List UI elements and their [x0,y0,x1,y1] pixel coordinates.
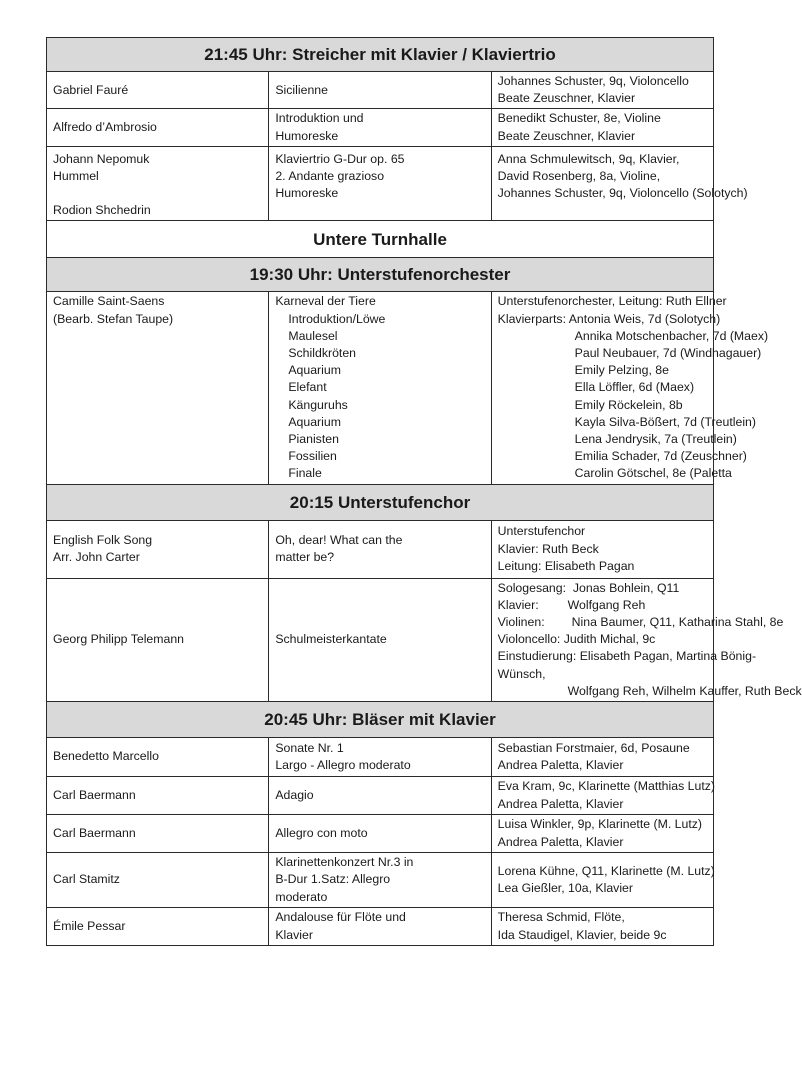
piano-line [498,597,707,614]
performer-line: Lea Gießler, 10a, Klavier [497,881,633,896]
performer-line: Anna Schmulewitsch, 9q, Klavier, [497,151,680,166]
table-row [47,777,714,815]
composer-line: English Folk Song [53,532,153,547]
composer-line: Johann Nepomuk [53,151,150,166]
composer-cell: Carl Baermann [47,815,269,853]
performers-cell [491,578,802,701]
piece-line: Oh, dear! What can the [275,532,403,547]
performers-cell [491,72,713,109]
composer-cell [47,292,269,484]
composer-cell: Georg Philipp Telemann [47,578,269,701]
performer-line: Andrea Paletta, Klavier [497,758,624,773]
table-row [47,853,714,908]
violin-value: Nina Baumer, Q11, Katharina Stahl, 8e [571,615,784,630]
solo-line [498,580,707,597]
table-row [47,815,714,853]
movement-line: Pianisten [288,432,339,447]
pianist-line: Ella Löffler, 6d (Maex) [574,380,695,395]
composer-cell [47,146,269,221]
piece-title: Karneval der Tiere [275,294,376,309]
rehearsal-line: Einstudierung: Elisabeth Pagan, Martina Bönig- [497,649,757,664]
performer-line: David Rosenberg, 8a, Violine, [497,169,661,184]
performer-line: Johannes Schuster, 9q, Violoncello (Solotych) [497,186,748,201]
movement-line: Elefant [288,380,327,395]
table-row [47,146,714,221]
piece-line: Humoreske [275,186,339,201]
composer-line: Hummel [53,169,99,184]
solo-value: Jonas Bohlein, Q11 [572,580,680,595]
section-header [47,258,714,292]
performer-line: Ida Staudigel, Klavier, beide 9c [497,927,667,942]
pianist-line: Carolin Götschel, 8e (Paletta [574,466,732,481]
piece-cell: Sicilienne [269,72,491,109]
table-row [47,738,714,777]
pianist-line: Paul Neubauer, 7d (Windhagauer) [574,346,762,361]
rehearsal-line: Wünsch, [497,666,546,681]
performer-line: Theresa Schmid, Flöte, [497,910,625,925]
section-title: 19:30 Uhr: Unterstufenorchester [47,258,714,292]
table-row [47,578,714,701]
table-row [47,908,714,946]
piece-cell [269,908,491,946]
venue-title: Untere Turnhalle [47,221,714,258]
piece-cell: Adagio [269,777,491,815]
composer-line: Arr. John Carter [53,550,140,565]
piece-cell [269,292,491,484]
performers-cell [491,109,713,146]
performers-cell [491,815,713,853]
piece-cell [269,146,491,221]
pianist-line: Lena Jendrysik, 7a (Treutlein) [574,432,737,447]
performer-line: Klavier: Ruth Beck [497,541,599,556]
composer-cell: Benedetto Marcello [47,738,269,777]
pianist-line: Emilia Schader, 7d (Zeuschner) [574,449,747,464]
pianist-line: Emily Röckelein, 8b [574,397,683,412]
performers-cell [491,146,748,221]
piece-cell: Allegro con moto [269,815,491,853]
piece-line: Klaviertrio G-Dur op. 65 [275,151,405,166]
movement-line: Introduktion/Löwe [288,311,386,326]
performer-line: Eva Kram, 9c, Klarinette (Matthias Lutz) [497,779,715,794]
program-table [46,37,802,946]
performer-line: Leitung: Elisabeth Pagan [497,558,635,573]
composer-line: Rodion Shchedrin [53,203,151,218]
cello-line: Violoncello: Judith Michal, 9c [497,632,656,647]
performer-line: Sebastian Forstmaier, 6d, Posaune [497,740,690,755]
table-row [47,520,714,578]
movement-line: Aquarium [288,363,341,378]
composer-cell: Gabriel Fauré [47,72,269,109]
orchestra-line: Unterstufenorchester, Leitung: Ruth Ellner [497,294,727,309]
pianist-line: Annika Motschenbacher, 7d (Maex) [574,328,769,343]
composer-cell [47,520,269,578]
table-row [47,72,714,109]
performers-cell [491,738,713,777]
composer-cell: Alfredo d’Ambrosio [47,109,269,146]
movement-line: Aquarium [288,414,341,429]
table-row [47,292,714,484]
composer-cell: Carl Baermann [47,777,269,815]
piece-line: Klavier [275,927,313,942]
piece-cell [269,853,491,908]
violin-line [497,614,784,631]
pianists-label: Klavierparts: Antonia Weis, 7d (Solotych) [497,311,721,326]
composer-line: Camille Saint-Saens [53,294,165,309]
piece-cell [269,738,491,777]
performers-cell [491,853,713,908]
table-row [47,109,714,146]
performer-line: Unterstufenchor [497,524,586,539]
piece-line: Klarinettenkonzert Nr.3 in [275,855,414,870]
violin-label: Violinen: [497,615,545,630]
section-header [47,38,714,72]
performers-cell [491,908,713,946]
performer-line: Andrea Paletta, Klavier [497,796,624,811]
piece-cell: Schulmeisterkantate [269,578,491,701]
venue-header [47,221,714,258]
performer-line: Lorena Kühne, Q11, Klarinette (M. Lutz) [497,863,715,878]
movement-line: Fossilien [288,449,337,464]
piece-line: Largo - Allegro moderato [275,758,411,773]
section-title: 21:45 Uhr: Streicher mit Klavier / Klaviertrio [47,38,714,72]
movement-line: Maulesel [288,328,338,343]
performers-cell [491,292,769,484]
performer-line: Benedikt Schuster, 8e, Violine [497,111,661,126]
piece-cell [269,520,491,578]
piano-label: Klavier: [497,597,539,612]
movement-line: Finale [288,466,322,481]
section-header [47,484,714,520]
performer-line: Beate Zeuschner, Klavier [497,128,636,143]
rehearsal-line: Wolfgang Reh, Wilhelm Kauffer, Ruth Beck [567,683,802,698]
composer-line: (Bearb. Stefan Taupe) [53,311,174,326]
movement-line: Schildkröten [288,346,356,361]
composer-cell: Émile Pessar [47,908,269,946]
pianist-line: Kayla Silva-Bößert, 7d (Treutlein) [574,414,756,429]
performer-line: Luisa Winkler, 9p, Klarinette (M. Lutz) [497,817,703,832]
piece-line: B-Dur 1.Satz: Allegro [275,872,391,887]
performer-line: Beate Zeuschner, Klavier [497,91,636,106]
piece-cell [269,109,491,146]
piano-value: Wolfgang Reh [567,597,646,612]
piece-line: moderato [275,889,328,904]
performer-line: Andrea Paletta, Klavier [497,834,624,849]
piece-line: matter be? [275,550,335,565]
solo-label: Sologesang: [497,580,567,595]
performers-cell [491,520,713,578]
piece-line: Humoreske [275,128,339,143]
pianist-line: Emily Pelzing, 8e [574,363,669,378]
piece-line: Sonate Nr. 1 [275,740,344,755]
piece-line: Introduktion und [275,111,364,126]
composer-cell: Carl Stamitz [47,853,269,908]
piece-line: Andalouse für Flöte und [275,910,406,925]
movement-line: Känguruhs [288,397,348,412]
section-title: 20:45 Uhr: Bläser mit Klavier [47,702,714,738]
piece-line: 2. Andante grazioso [275,169,385,184]
performer-line: Johannes Schuster, 9q, Violoncello [497,74,689,88]
section-header [47,702,714,738]
section-title: 20:15 Unterstufenchor [47,484,714,520]
performers-cell [491,777,713,815]
